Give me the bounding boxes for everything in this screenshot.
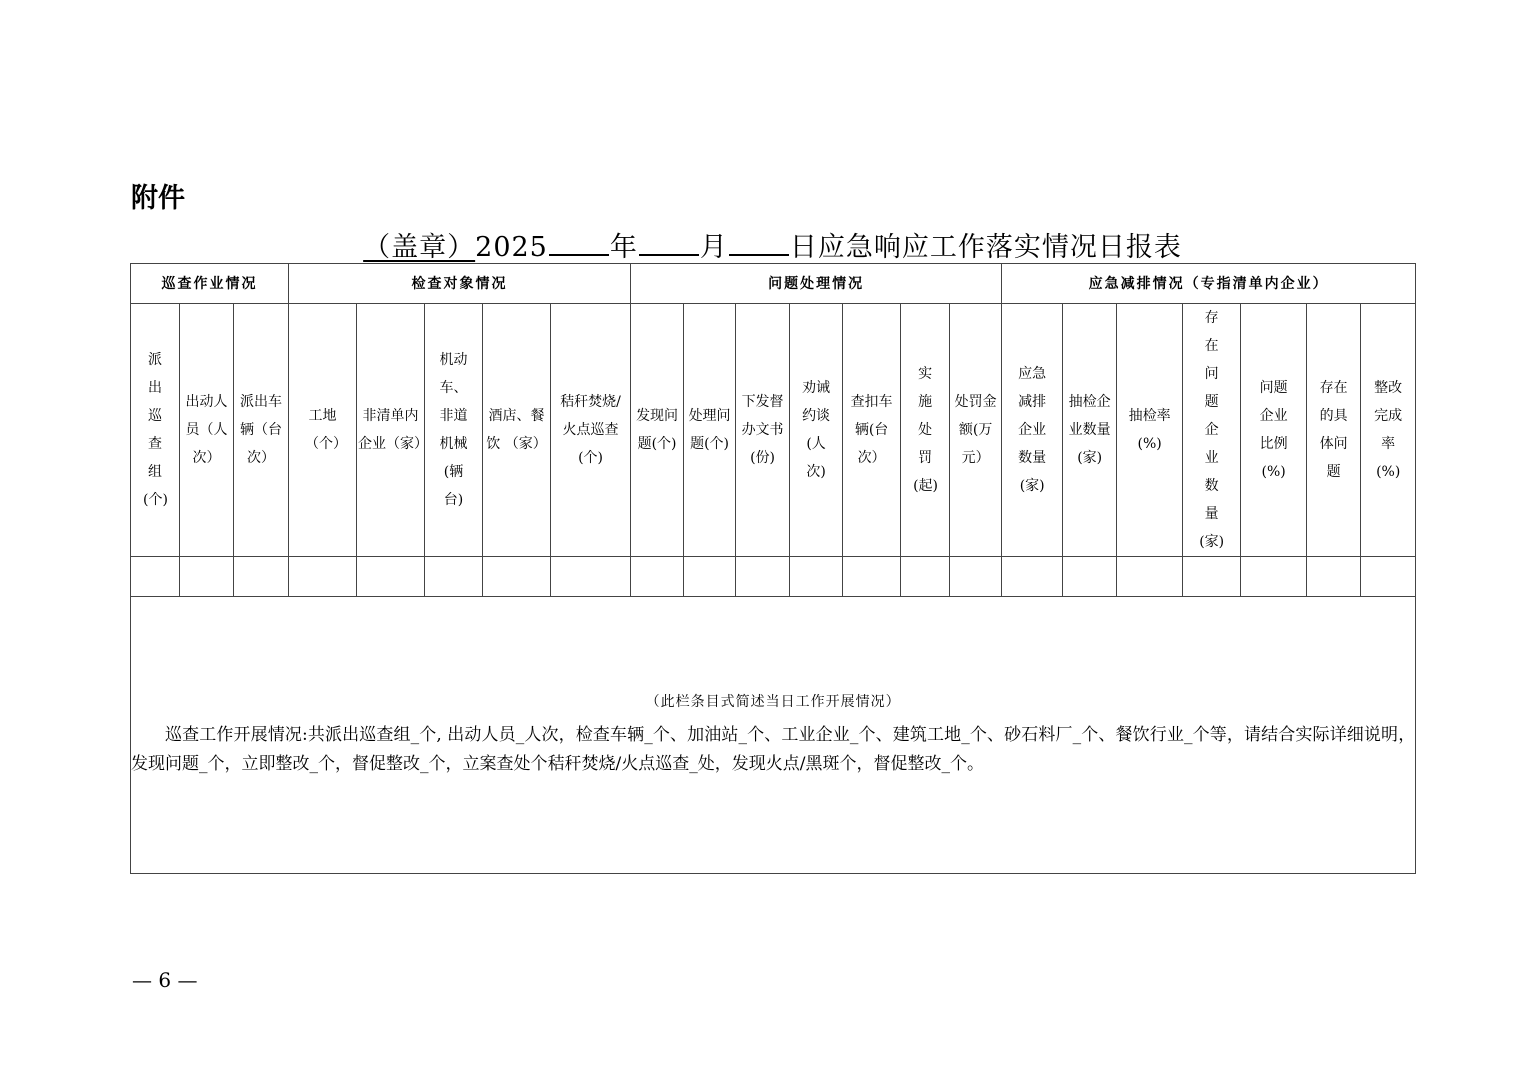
data-cell[interactable]	[1307, 557, 1361, 597]
col-header	[1361, 304, 1416, 557]
col-header-text: 问题企业 比例 (%)	[1259, 380, 1288, 480]
col-header-text: 抽检率(%)	[1128, 408, 1171, 452]
col-header-text: 存在问题企业数量(家)	[1199, 310, 1225, 550]
col-header	[843, 304, 901, 557]
data-cell[interactable]	[1361, 557, 1416, 597]
remark-cell[interactable]	[131, 597, 1416, 874]
data-cell[interactable]	[1117, 557, 1183, 597]
year-blank	[549, 253, 609, 256]
data-entry-row	[131, 557, 1416, 597]
data-cell[interactable]	[901, 557, 950, 597]
col-header-text: 派出巡查组(个)	[143, 352, 168, 508]
month-blank	[639, 253, 699, 256]
col-header	[1002, 304, 1063, 557]
data-cell[interactable]	[483, 557, 551, 597]
col-header-text: 应急减排企业数量(家)	[1018, 366, 1047, 494]
page-number: — 6 —	[132, 968, 198, 992]
col-header-text: 抽检企业数量(家)	[1068, 394, 1111, 466]
data-cell[interactable]	[790, 557, 843, 597]
col-header-text: 派出车辆（台次）	[240, 394, 282, 466]
col-header	[684, 304, 736, 557]
data-cell[interactable]	[234, 557, 289, 597]
data-cell[interactable]	[1002, 557, 1063, 597]
col-header-text: 机动车、非道机械(辆台)	[439, 352, 468, 508]
group-patrol: 巡查作业情况	[131, 264, 289, 304]
report-title	[130, 225, 1415, 264]
col-header-text: 出动人员（人次）	[185, 394, 228, 466]
title-day-suffix: 日应急响应工作落实情况日报表	[789, 232, 1182, 263]
daily-report-table	[130, 263, 1416, 874]
col-header	[234, 304, 289, 557]
group-problem-handling: 问题处理情况	[631, 264, 1002, 304]
data-cell[interactable]	[357, 557, 425, 597]
col-header	[631, 304, 684, 557]
col-header	[901, 304, 950, 557]
title-month-suffix: 月	[699, 232, 728, 263]
col-header	[551, 304, 631, 557]
col-header-text: 酒店、餐饮 （家）	[486, 408, 547, 452]
remark-hint: （此栏条目式简述当日工作开展情况）	[645, 693, 901, 710]
col-header	[1307, 304, 1361, 557]
col-header	[131, 304, 180, 557]
col-header-text: 劝诫约谈(人次)	[802, 380, 831, 480]
col-header-text: 非清单内企业（家）	[358, 408, 429, 452]
remark-row	[131, 597, 1416, 874]
title-year: 2025	[475, 232, 548, 263]
day-blank	[729, 253, 789, 256]
data-cell[interactable]	[631, 557, 684, 597]
data-cell[interactable]	[551, 557, 631, 597]
col-header	[1117, 304, 1183, 557]
col-header	[180, 304, 234, 557]
data-cell[interactable]	[1063, 557, 1117, 597]
group-inspection: 检查对象情况	[289, 264, 631, 304]
data-cell[interactable]	[1241, 557, 1307, 597]
data-cell[interactable]	[1183, 557, 1241, 597]
remark-text: 巡查工作开展情况:共派出巡查组_个, 出动人员_人次，检查车辆_个、加油站_个、工业企业_个、建筑工地_个、砂石料厂_个、餐饮行业_个等，请结合实际详细说明，发现问题_个，立即整改_个，督促整改_个，立案查处个秸秆焚烧/火点巡查_处，发现火点/黑斑个，督促整改_个。	[131, 724, 1416, 774]
col-header-text: 存在的具体问题	[1319, 380, 1348, 480]
data-cell[interactable]	[843, 557, 901, 597]
col-header-text: 秸秆焚烧/火点巡查(个)	[560, 394, 621, 466]
column-header-row	[131, 304, 1416, 557]
col-header	[483, 304, 551, 557]
col-header	[1063, 304, 1117, 557]
col-header-text: 处罚金额(万元）	[954, 394, 997, 466]
col-header-text: 整改完成率(%)	[1374, 380, 1403, 480]
col-header-text: 发现问题(个)	[636, 408, 679, 452]
col-header-text: 工地（个）	[305, 408, 348, 452]
col-header-text: 处理问题(个)	[688, 408, 731, 452]
col-header-text: 下发督办文书(份)	[741, 394, 784, 466]
data-cell[interactable]	[425, 557, 483, 597]
data-cell[interactable]	[950, 557, 1002, 597]
col-header	[289, 304, 357, 557]
col-header	[425, 304, 483, 557]
col-header	[950, 304, 1002, 557]
group-emission-reduction: 应急减排情况（专指清单内企业）	[1002, 264, 1416, 304]
title-seal-prefix: （盖章）	[363, 232, 476, 263]
col-header	[1241, 304, 1307, 557]
data-cell[interactable]	[289, 557, 357, 597]
col-header	[357, 304, 429, 557]
col-header	[736, 304, 790, 557]
col-header-text: 实施处罚(起)	[913, 366, 938, 494]
data-cell[interactable]	[736, 557, 790, 597]
data-cell[interactable]	[684, 557, 736, 597]
attachment-label: 附件	[131, 183, 185, 214]
col-header	[790, 304, 843, 557]
group-header-row	[131, 264, 1416, 304]
data-cell[interactable]	[131, 557, 180, 597]
col-header	[1183, 304, 1241, 557]
col-header-text: 查扣车辆(台次）	[850, 394, 893, 466]
title-year-suffix: 年	[609, 232, 638, 263]
data-cell[interactable]	[180, 557, 234, 597]
